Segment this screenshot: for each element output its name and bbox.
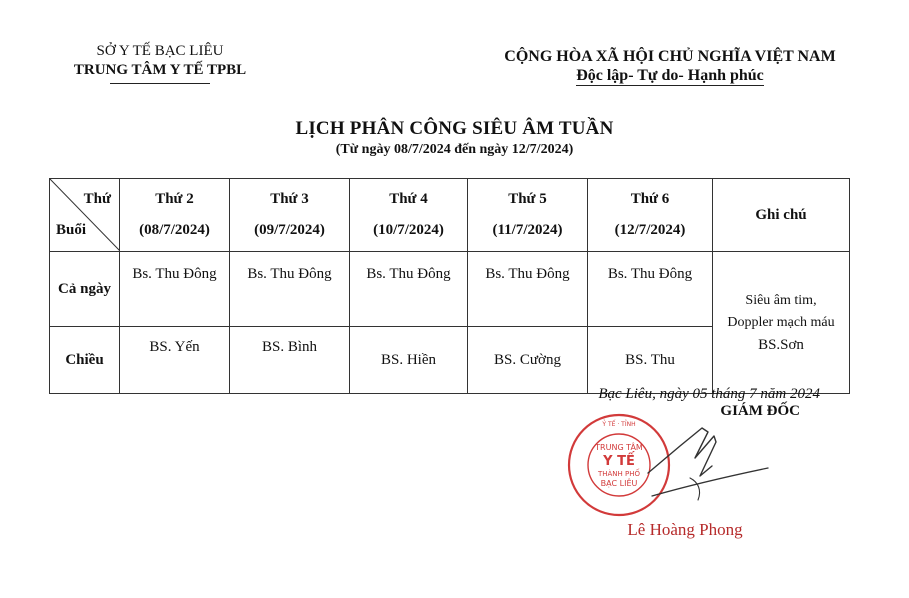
day-name: Thứ 4 — [389, 191, 428, 207]
seal-line: THÀNH PHỐ — [597, 470, 641, 478]
day-date: (08/7/2024) — [139, 222, 210, 238]
signature-image — [640, 418, 780, 513]
table-cell: BS. Thu — [588, 327, 713, 394]
note-line: BS.Sơn — [758, 336, 804, 353]
table-cell: BS. Bình — [230, 327, 350, 394]
header-left-rule — [110, 83, 210, 84]
table-cell: BS. Cường — [468, 327, 588, 394]
document-subtitle: (Từ ngày 08/7/2024 đến ngày 12/7/2024) — [335, 142, 574, 157]
day-header-3 — [350, 179, 468, 252]
day-date: (12/7/2024) — [614, 222, 686, 238]
diagonal-line — [50, 179, 120, 251]
header-left — [60, 42, 260, 84]
table-cell: Bs. Thu Đông — [120, 252, 230, 327]
corner-label-session: Buổi — [56, 222, 87, 238]
day-date: (11/7/2024) — [492, 222, 563, 238]
svg-text:Ỷ TẾ · TỈNH: Ỷ TẾ · TỈNH — [602, 421, 636, 428]
day-name: Thứ 2 — [155, 191, 194, 207]
table-cell: Bs. Thu Đông — [588, 252, 713, 327]
day-header-5 — [588, 179, 713, 252]
note-line: Siêu âm tim, — [745, 292, 817, 308]
signature-date: Bạc Liêu, ngày 05 tháng 7 năm 2024 — [598, 386, 820, 402]
header-right — [480, 47, 860, 85]
row-label-afternoon: Chiều — [50, 327, 120, 394]
table-header-row — [50, 179, 850, 252]
table-row — [50, 252, 850, 327]
day-date: (09/7/2024) — [254, 222, 325, 238]
seal-line: Y TẾ — [603, 454, 635, 469]
day-header-4 — [468, 179, 588, 252]
table-cell: Bs. Thu Đông — [350, 252, 468, 327]
corner-label-day: Thứ — [83, 191, 111, 207]
day-header-1 — [120, 179, 230, 252]
table-cell: BS. Hiền — [350, 327, 468, 394]
national-title: CỘNG HÒA XÃ HỘI CHỦ NGHĨA VIỆT NAM — [504, 48, 836, 65]
signer-name: Lê Hoàng Phong — [627, 520, 743, 539]
handwritten-signature — [640, 418, 780, 518]
note-cell — [713, 252, 850, 394]
day-name: Thứ 5 — [508, 191, 547, 207]
organization-name: TRUNG TÂM Y TẾ TPBL — [73, 62, 247, 78]
document-title: LỊCH PHÂN CÔNG SIÊU ÂM TUẦN — [295, 118, 614, 139]
note-header: Ghi chú — [713, 179, 850, 252]
seal-line: TRUNG TÂM — [595, 443, 643, 452]
ministry-name: SỞ Y TẾ BẠC LIÊU — [96, 43, 224, 59]
day-header-2 — [230, 179, 350, 252]
seal-line: BẠC LIÊU — [600, 479, 638, 488]
row-label-full-day: Cả ngày — [50, 252, 120, 327]
note-line: Doppler mạch máu — [727, 314, 835, 330]
corner-cell — [50, 179, 120, 252]
table-cell: BS. Yến — [120, 327, 230, 394]
table-cell: Bs. Thu Đông — [468, 252, 588, 327]
day-name: Thứ 3 — [270, 191, 309, 207]
table-cell: Bs. Thu Đông — [230, 252, 350, 327]
day-name: Thứ 6 — [630, 191, 670, 207]
national-motto: Độc lập- Tự do- Hạnh phúc — [576, 67, 764, 84]
day-date: (10/7/2024) — [373, 222, 444, 238]
signature-role: GIÁM ĐỐC — [720, 403, 800, 419]
schedule-table — [49, 178, 850, 394]
